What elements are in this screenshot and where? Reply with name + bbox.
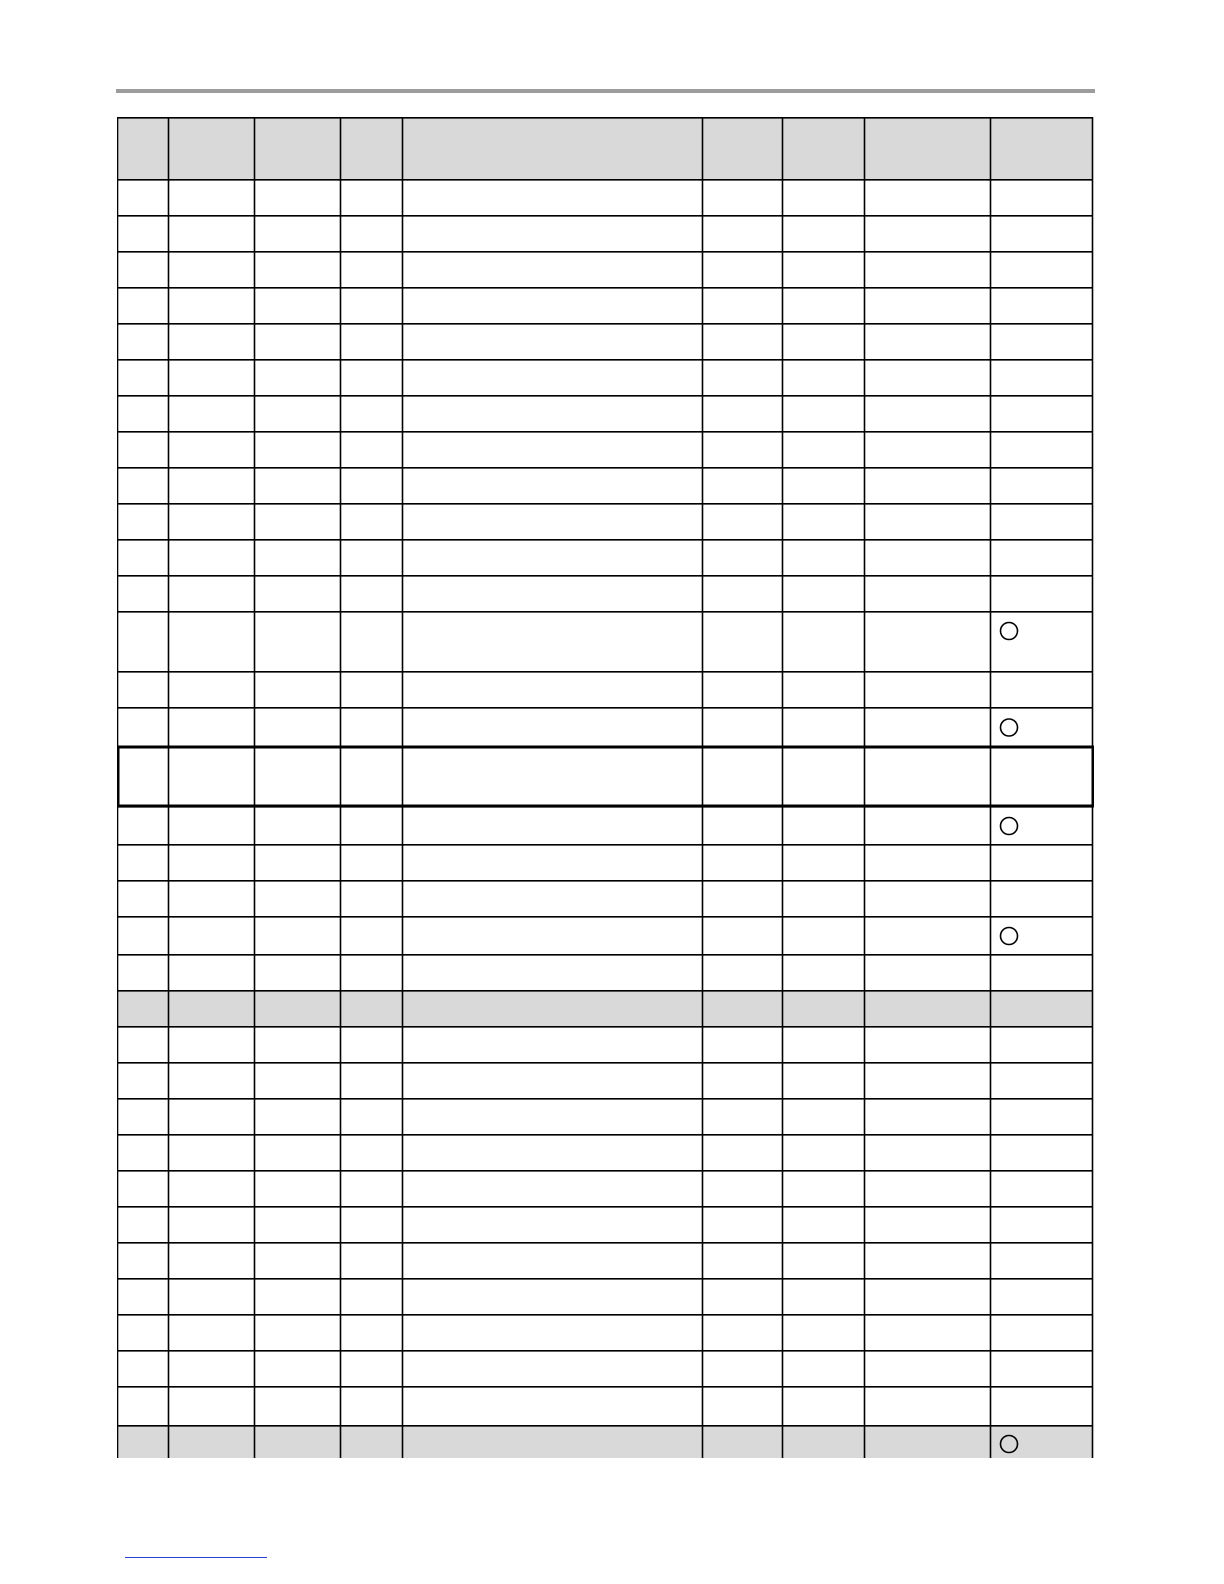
circle-outline-icon[interactable]	[1001, 928, 1018, 945]
circle-outline-icon[interactable]	[1001, 623, 1018, 640]
top-rule	[116, 89, 1095, 93]
table-section-row	[117, 1425, 1092, 1458]
table-header-row	[117, 117, 1092, 179]
table-section-row	[117, 990, 1092, 1026]
form-table	[117, 117, 1094, 1458]
circle-outline-icon[interactable]	[1001, 818, 1018, 835]
footer-link-underline[interactable]	[125, 1557, 267, 1558]
form-table-grid	[117, 117, 1094, 1458]
circle-outline-icon[interactable]	[1001, 719, 1018, 736]
highlighted-row[interactable]	[118, 747, 1093, 806]
